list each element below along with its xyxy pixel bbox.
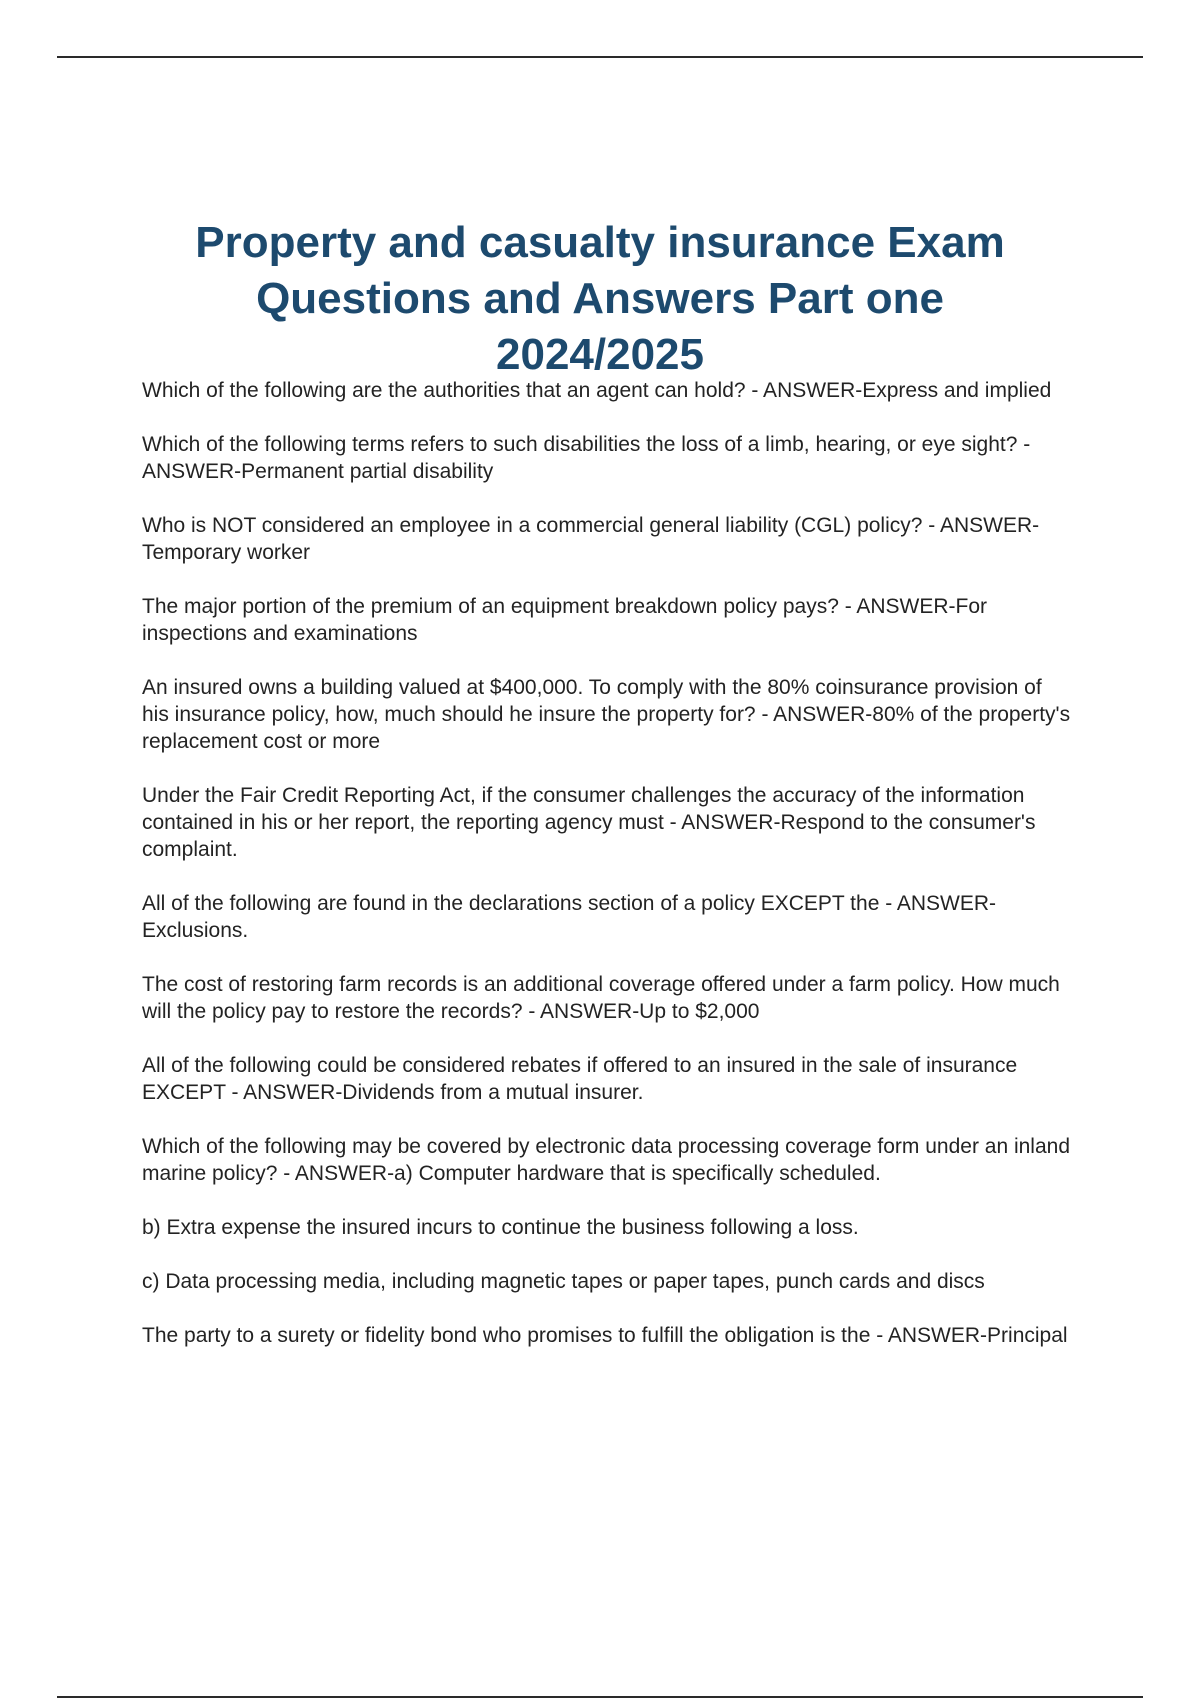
title-line-3: 2024/2025 [496,330,704,379]
question-answer-list [142,377,1072,1376]
qa-paragraph: The cost of restoring farm records is an additional coverage offered under a farm policy. How much will the policy pay to restore the records? - ANSWER-Up to $2,000 [142,973,1060,1023]
qa-paragraph: b) Extra expense the insured incurs to continue the business following a loss. [142,1216,859,1239]
qa-paragraph: All of the following could be considered rebates if offered to an insured in the sale of insurance EXCEPT - ANSWER-Dividends from a mutual insurer. [142,1054,1018,1104]
qa-paragraph: Which of the following may be covered by electronic data processing coverage form under an inland marine policy? - ANSWER-a) Computer hardware that is specifically scheduled. [142,1135,1071,1185]
qa-paragraph: Which of the following terms refers to such disabilities the loss of a limb, hearing, or eye sight? - ANSWER-Permanent partial disability [142,433,1031,483]
qa-paragraph: An insured owns a building valued at $400,000. To comply with the 80% coinsurance provision of his insurance policy, how, much should he insure the property for? - ANSWER-80% of the property's replacement cost or more [142,676,1071,753]
qa-paragraph: The major portion of the premium of an equipment breakdown policy pays? - ANSWER-For inspections and examinations [142,595,988,645]
title-line-1: Property and casualty insurance Exam [195,218,1005,267]
qa-paragraph: Who is NOT considered an employee in a commercial general liability (CGL) policy? - ANSWER-Temporary worker [142,514,1040,564]
qa-paragraph: c) Data processing media, including magnetic tapes or paper tapes, punch cards and discs [142,1270,985,1293]
title-line-2: Questions and Answers Part one [256,274,944,323]
header-rule [57,56,1143,58]
qa-paragraph: All of the following are found in the declarations section of a policy EXCEPT the - ANSWER-Exclusions. [142,892,997,942]
footer-rule [57,1696,1143,1698]
qa-paragraph: The party to a surety or fidelity bond who promises to fulfill the obligation is the - ANSWER-Principal [142,1324,1068,1347]
qa-paragraph: Under the Fair Credit Reporting Act, if the consumer challenges the accuracy of the information contained in his or her report, the reporting agency must - ANSWER-Respond to the consumer's complaint. [142,784,1036,861]
document-title [100,215,1100,383]
qa-paragraph: Which of the following are the authorities that an agent can hold? - ANSWER-Express and implied [142,379,1052,402]
